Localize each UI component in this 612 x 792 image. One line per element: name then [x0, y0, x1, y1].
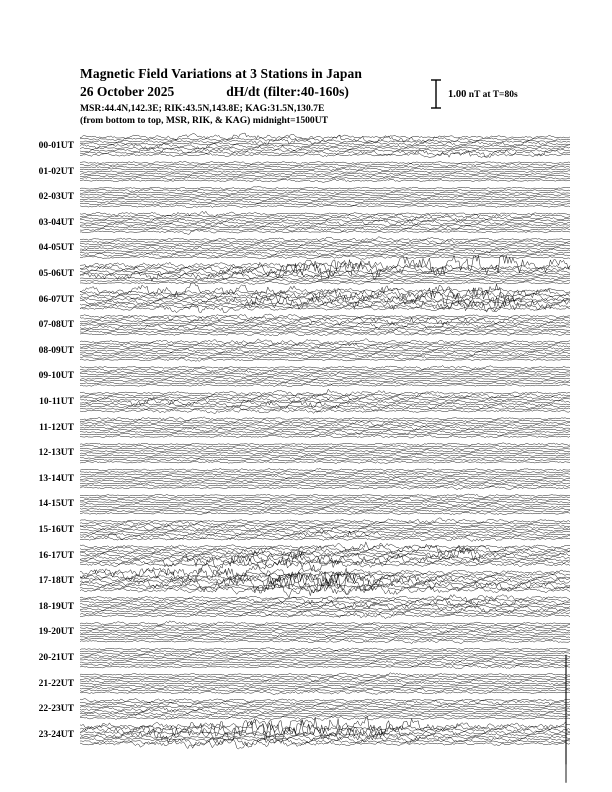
- hour-axis-label: 07-08UT: [38, 320, 74, 331]
- magnetogram-trace: [80, 194, 570, 197]
- magnetogram-trace: [80, 714, 570, 718]
- magnetogram-trace: [80, 471, 570, 474]
- magnetogram-trace: [80, 568, 570, 586]
- magnetogram-trace: [80, 251, 570, 255]
- magnetogram-trace: [80, 621, 570, 626]
- magnetogram-trace: [80, 518, 570, 523]
- magnetogram-trace: [80, 244, 570, 247]
- magnetogram-trace: [80, 277, 570, 280]
- magnetogram-trace: [80, 680, 570, 683]
- magnetogram-trace: [80, 366, 570, 370]
- magnetogram-trace: [80, 524, 570, 528]
- hour-axis-label: 21-22UT: [38, 678, 74, 689]
- trace-group: [80, 133, 570, 783]
- magnetogram-trace: [80, 705, 570, 709]
- magnetogram-trace: [80, 554, 570, 571]
- magnetogram-trace: [80, 191, 570, 194]
- hour-axis-label: 16-17UT: [38, 550, 74, 561]
- magnetogram-trace: [80, 196, 570, 198]
- station-coordinates: MSR:44.4N,142.3E; RIK:43.5N,143.8E; KAG:31.5N,130.7E: [80, 103, 325, 114]
- hour-axis-label: 18-19UT: [38, 601, 74, 612]
- hour-axis-label: 05-06UT: [38, 269, 74, 279]
- magnetogram-trace: [80, 203, 570, 206]
- magnetogram-trace: [80, 179, 570, 182]
- magnetogram-trace: [80, 677, 570, 681]
- magnetogram-trace: [80, 656, 570, 659]
- magnetogram-trace: [80, 709, 570, 714]
- magnetogram-trace: [80, 486, 570, 489]
- magnetogram-trace: [80, 404, 570, 409]
- magnetogram-trace: [80, 199, 570, 201]
- magnetogram-trace: [80, 149, 570, 157]
- magnetogram-trace: [80, 542, 570, 552]
- magnetogram-trace: [80, 648, 570, 651]
- magnetogram-trace: [80, 457, 570, 460]
- magnetogram-trace: [80, 454, 570, 457]
- magnetogram-trace: [80, 450, 570, 453]
- magnetogram-trace: [80, 661, 570, 664]
- magnetogram-trace: [80, 509, 570, 512]
- magnetogram-trace: [80, 700, 570, 705]
- magnetogram-trace: [80, 375, 570, 378]
- magnetogram-trace: [80, 537, 570, 541]
- magnetogram-trace: [80, 161, 570, 164]
- hour-axis-label: 02-03UT: [38, 192, 74, 203]
- magnetogram-trace: [80, 354, 570, 358]
- hour-axis-label: 01-02UT: [38, 166, 74, 177]
- magnetogram-trace: [80, 187, 570, 190]
- magnetogram-trace: [80, 673, 570, 676]
- hour-axis-label: 19-20UT: [38, 627, 74, 638]
- magnetogram-trace: [80, 260, 570, 276]
- hour-axis-label: 15-16UT: [38, 525, 74, 535]
- magnetogram-trace: [80, 635, 570, 638]
- magnetogram-trace: [80, 256, 570, 260]
- hour-axis-label: 20-21UT: [38, 653, 74, 663]
- magnetogram-trace: [80, 498, 570, 501]
- magnetogram-trace: [80, 260, 570, 279]
- magnetogram-trace: [80, 428, 570, 432]
- magnetogram-trace: [80, 249, 570, 253]
- hour-axis-label: 12-13UT: [38, 448, 74, 459]
- hour-axis-label: 08-09UT: [38, 345, 74, 356]
- magnetogram-trace: [80, 445, 570, 448]
- magnetogram-trace: [80, 346, 570, 350]
- magnetogram-trace: [80, 175, 570, 178]
- chart-date: 26 October 2025: [80, 84, 175, 99]
- magnetogram-trace: [80, 228, 570, 232]
- magnetogram-trace: [80, 650, 570, 653]
- magnetogram-trace: [80, 685, 570, 688]
- magnetogram-trace: [80, 477, 570, 480]
- magnetogram-trace: [80, 468, 570, 471]
- magnetogram-trace: [80, 242, 570, 245]
- magnetogram-trace: [80, 389, 570, 396]
- magnetogram-trace: [80, 484, 570, 487]
- magnetogram-trace: [80, 279, 570, 282]
- magnetogram-trace: [80, 443, 570, 446]
- magnetogram-trace: [80, 172, 570, 175]
- magnetogram-trace: [80, 332, 570, 335]
- magnetogram-trace: [80, 652, 570, 654]
- hour-axis-label: 17-18UT: [38, 576, 74, 587]
- chart-quantity: dH/dt (filter:40-160s): [226, 84, 349, 99]
- magnetogram-trace: [80, 384, 570, 387]
- magnetogram-trace: [80, 370, 570, 373]
- magnetogram-trace: [80, 163, 570, 166]
- magnetogram-trace: [80, 349, 570, 353]
- magnetogram-trace: [80, 339, 570, 345]
- magnetogram-trace: [80, 379, 570, 382]
- hour-axis-label: 00-01UT: [38, 141, 74, 151]
- magnetogram-trace: [80, 298, 570, 312]
- magnetogram-trace: [80, 480, 570, 483]
- magnetogram-trace: [80, 325, 570, 330]
- magnetogram-trace: [80, 168, 570, 171]
- magnetogram-trace: [80, 271, 570, 281]
- hour-axis-label: 14-15UT: [38, 499, 74, 510]
- magnetogram-trace: [80, 377, 570, 380]
- magnetogram-trace: [80, 152, 570, 158]
- magnetogram-trace: [80, 435, 570, 438]
- magnetogram-trace: [80, 205, 570, 208]
- magnetogram-trace: [80, 214, 570, 219]
- magnetogram-trace: [80, 459, 570, 462]
- magnetogram-trace: [80, 475, 570, 478]
- magnetogram-trace: [80, 409, 570, 413]
- magnetogram-trace: [80, 659, 570, 662]
- hour-axis-label: 22-23UT: [38, 704, 74, 715]
- magnetogram-trace: [80, 530, 570, 535]
- magnetogram-trace: [80, 640, 570, 644]
- magnetogram-trace: [80, 424, 570, 427]
- station-order-note: (from bottom to top, MSR, RIK, & KAG) midnight=1500UT: [80, 115, 329, 126]
- hour-axis-label: 06-07UT: [38, 294, 74, 305]
- scale-unit: nT at T=80s: [468, 90, 518, 100]
- hour-axis-label: 13-14UT: [38, 473, 74, 484]
- magnetogram-trace: [80, 626, 570, 629]
- magnetogram-trace: [80, 595, 570, 605]
- magnetogram-trace: [80, 419, 570, 423]
- magnetogram-trace: [80, 461, 570, 463]
- page-title: Magnetic Field Variations at 3 Stations in Japan: [80, 66, 362, 81]
- magnetogram-trace: [80, 663, 570, 666]
- hour-axis-label: 23-24UT: [38, 729, 74, 740]
- magnetogram-trace: [80, 737, 570, 744]
- hour-axis-label: 11-12UT: [39, 422, 74, 433]
- magnetogram-trace: [80, 358, 570, 362]
- magnetogram-trace: [80, 717, 570, 736]
- magnetogram-trace: [80, 200, 570, 203]
- magnetogram-trace: [80, 381, 570, 385]
- magnetogram-trace: [80, 288, 570, 307]
- magnetogram-trace: [80, 189, 570, 192]
- magnetogram-trace: [80, 170, 570, 173]
- magnetogram-trace: [80, 739, 570, 749]
- magnetogram-trace: [80, 177, 570, 180]
- magnetogram-trace: [80, 496, 570, 499]
- magnetogram-trace: [80, 682, 570, 685]
- magnetogram-trace: [80, 732, 570, 743]
- hour-axis-label: 09-10UT: [38, 371, 74, 382]
- hour-axis-label: 03-04UT: [38, 217, 74, 228]
- hour-axis-label: 04-05UT: [38, 243, 74, 254]
- magnetogram-trace: [80, 691, 570, 695]
- magnetogram-trace: [80, 448, 570, 450]
- magnetogram-trace: [80, 512, 570, 515]
- magnetogram-trace: [80, 687, 570, 690]
- magnetogram-trace: [80, 503, 570, 506]
- magnetogram-trace: [80, 533, 570, 539]
- hour-axis-label: 10-11UT: [39, 397, 74, 407]
- magnetogram-trace: [80, 356, 570, 359]
- magnetogram-trace: [80, 373, 570, 376]
- magnetogram-trace: [80, 721, 570, 740]
- scale-value: 1.00: [448, 89, 467, 100]
- magnetogram-trace: [80, 547, 570, 562]
- magnetogram-trace: [80, 600, 570, 608]
